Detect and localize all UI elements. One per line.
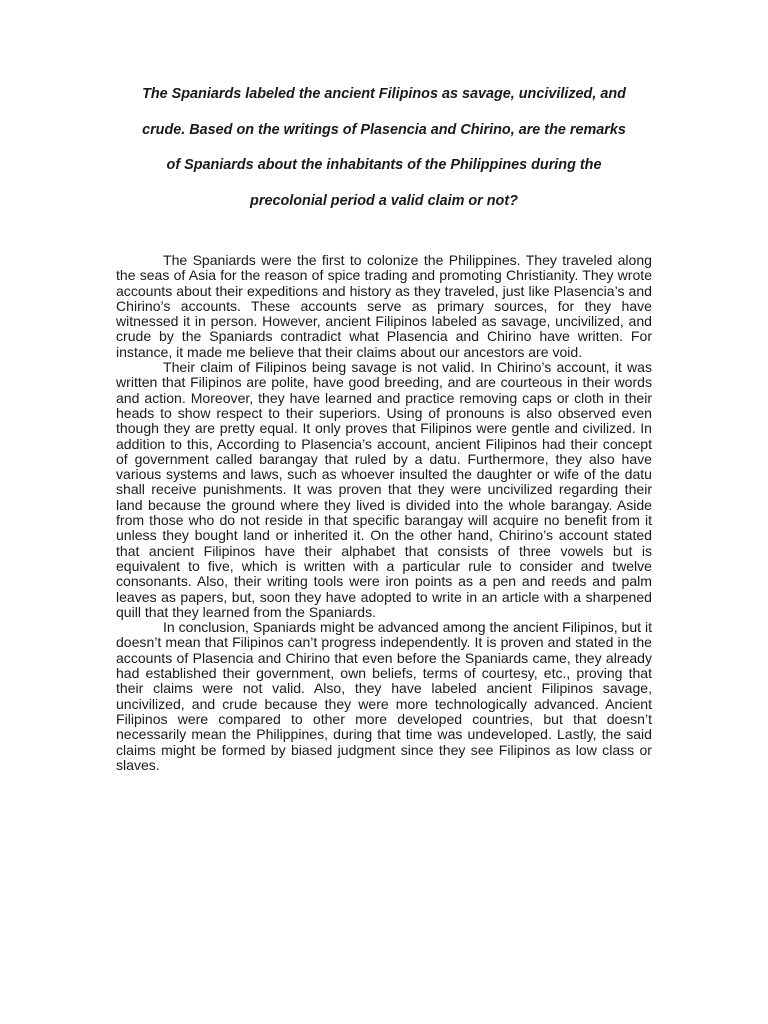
paragraph-conclusion: In conclusion, Spaniards might be advanced among the ancient Filipinos, but it doesn’t mean that Filipinos can’t progress independently. It is proven and stated in the accounts of Plasencia and Chirino that even before the Spaniards came, they already had established their government, own beliefs, terms of courtesy, etc., proving that their claims were not valid. Also, they have labeled ancient Filipinos savage, uncivilized, and crude because they were more technologically advanced. Ancient Filipinos were compared to other more developed countries, but that doesn’t necessarily mean the Philippines, during that time was undeveloped. Lastly, the said claims might be formed by biased judgment since they see Filipinos as low class or slaves.	[116, 619, 652, 773]
essay-body	[116, 253, 652, 773]
essay-title	[112, 86, 656, 228]
title-line-4: precolonial period a valid claim or not?	[250, 192, 518, 209]
title-line-3: of Spaniards about the inhabitants of the Philippines during the	[166, 157, 602, 173]
title-line-2: crude. Based on the writings of Plasencia and Chirino, are the remarks	[142, 121, 626, 138]
title-line-1: The Spaniards labeled the ancient Filipinos as savage, uncivilized, and	[142, 86, 626, 102]
paragraph-body: Their claim of Filipinos being savage is not valid. In Chirino’s account, it was written that Filipinos are polite, have good breeding, and are courteous in their words and action. Moreover, they have learned and practice removing caps or cloth in their heads to show respect to their superiors. Using of pronouns is also observed even though they are pretty equal. It only proves that Filipinos were gentle and civilized. In addition to this, According to Plasencia’s account, ancient Filipinos had their concept of government called barangay that ruled by a datu. Furthermore, they also have various systems and laws, such as whoever insulted the daughter or wife of the datu shall receive punishments. It was proven that they were uncivilized regarding their land because the ground where they lived is divided into the whole barangay. Aside from those who do not reside in that specific barangay will acquire no benefit from it unless they bought land or inherited it. On the other hand, Chirino’s account stated that ancient Filipinos have their alphabet that consists of three vowels but is equivalent to five, which is written with a particular rule to consider and twelve consonants. Also, their writing tools were iron points as a pen and reeds and palm leaves as papers, but, soon they have adopted to write in an article with a sharpened quill that they learned from the Spaniards.	[116, 359, 652, 620]
paragraph-introduction: The Spaniards were the first to colonize the Philippines. They traveled along the seas of Asia for the reason of spice trading and promoting Christianity. They wrote accounts about their expeditions and history as they traveled, just like Plasencia’s and Chirino’s accounts. These accounts serve as primary sources, for they have witnessed it in person. However, ancient Filipinos labeled as savage, uncivilized, and crude by the Spaniards contradict what Plasencia and Chirino have written. For instance, it made me believe that their claims about our ancestors are void.	[116, 252, 652, 360]
